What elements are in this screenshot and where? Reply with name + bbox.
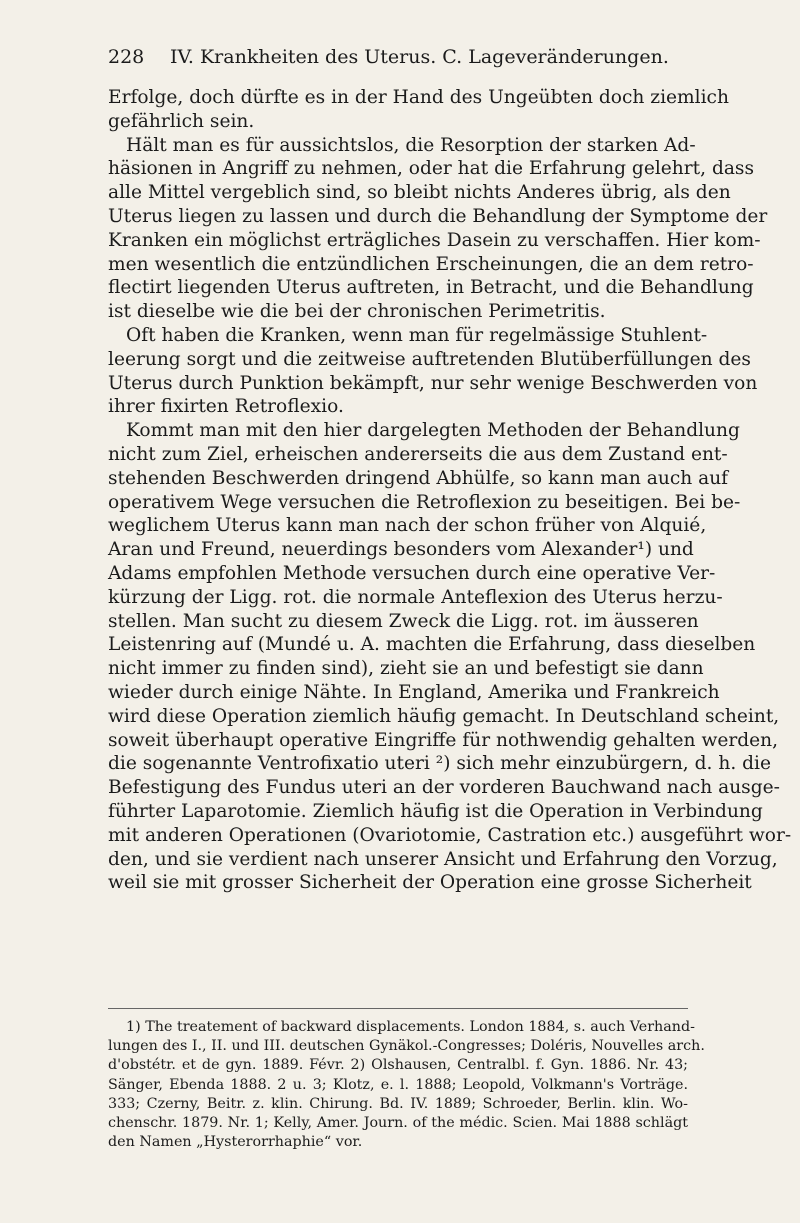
body-text xyxy=(108,86,792,895)
text-line: stellen. Man sucht zu diesem Zweck die Ligg. rot. im äusseren xyxy=(108,610,699,632)
text-line: Kommt man mit den hier dargelegten Methoden der Behandlung xyxy=(126,420,740,442)
text-line: leerung sorgt und die zeitweise auftretenden Blutüberfüllungen des xyxy=(108,348,751,370)
footnote-divider xyxy=(108,1008,688,1009)
footnote-line: Sänger, Ebenda 1888. 2 u. 3; Klotz, e. l. 1888; Leopold, Volkmann's Vorträge. xyxy=(108,1076,688,1093)
footnote-line: 333; Czerny, Beitr. z. klin. Chirung. Bd. IV. 1889; Schroeder, Berlin. klin. Wo- xyxy=(108,1095,688,1112)
text-line: nicht immer zu finden sind), zieht sie an und befestigt sie dann xyxy=(108,658,704,680)
text-line: Uterus liegen zu lassen und durch die Behandlung der Symptome der xyxy=(108,205,768,227)
footnote-line: lungen des I., II. und III. deutschen Gynäkol.-Congresses; Doléris, Nouvelles arch. xyxy=(108,1038,705,1055)
text-line: Adams empfohlen Methode versuchen durch eine operative Ver- xyxy=(108,562,716,584)
text-line: soweit überhaupt operative Eingriffe für nothwendig gehalten werden, xyxy=(108,729,779,751)
text-line: men wesentlich die entzündlichen Erscheinungen, die an dem retro- xyxy=(108,253,754,275)
text-line: gefährlich sein. xyxy=(108,110,255,132)
text-line: Aran und Freund, neuerdings besonders vom Alexander¹) und xyxy=(108,539,694,561)
text-line: Befestigung des Fundus uteri an der vorderen Bauchwand nach ausge- xyxy=(108,777,780,799)
text-line: weil sie mit grosser Sicherheit der Operation eine grosse Sicherheit xyxy=(108,872,752,894)
text-line: Erfolge, doch dürfte es in der Hand des Ungeübten doch ziemlich xyxy=(108,87,729,108)
footnotes xyxy=(108,1018,705,1152)
text-line: wieder durch einige Nähte. In England, Amerika und Frankreich xyxy=(108,681,720,703)
text-line: nicht zum Ziel, erheischen andererseits die aus dem Zustand ent- xyxy=(108,443,728,465)
running-header xyxy=(108,46,688,68)
text-line: Kranken ein möglichst erträgliches Dasein zu verschaffen. Hier kom- xyxy=(108,229,761,251)
text-line: Uterus durch Punktion bekämpft, nur sehr wenige Beschwerden von xyxy=(108,372,758,394)
text-line: Hält man es für aussichtslos, die Resorption der starken Ad- xyxy=(126,134,696,156)
text-line: führter Laparotomie. Ziemlich häufig ist die Operation in Verbindung xyxy=(108,800,763,822)
footnote-line: 1) The treatement of backward displacements. London 1884, s. auch Verhand- xyxy=(126,1019,695,1035)
text-line: häsionen in Angriff zu nehmen, oder hat die Erfahrung gelehrt, dass xyxy=(108,158,755,180)
text-line: weglichem Uterus kann man nach der schon früher von Alquié, xyxy=(108,515,707,537)
text-line: ist dieselbe wie die bei der chronischen Perimetritis. xyxy=(108,301,606,323)
text-line: wird diese Operation ziemlich häufig gemacht. In Deutschland scheint, xyxy=(108,705,780,727)
text-line: stehenden Beschwerden dringend Abhülfe, so kann man auch auf xyxy=(108,467,729,489)
text-line: flectirt liegenden Uterus auftreten, in Betracht, und die Behandlung xyxy=(108,277,754,299)
text-line: ihrer fixirten Retroflexio. xyxy=(108,396,344,418)
page-number: 228 xyxy=(108,46,145,68)
footnote-line: chenschr. 1879. Nr. 1; Kelly, Amer. Journ. of the médic. Scien. Mai 1888 schlägt xyxy=(108,1114,688,1131)
text-line: kürzung der Ligg. rot. die normale Anteflexion des Uterus herzu- xyxy=(108,586,723,608)
text-line: alle Mittel vergeblich sind, so bleibt nichts Anderes übrig, als den xyxy=(108,182,731,204)
text-line: die sogenannte Ventrofixatio uteri ²) sich mehr einzubürgern, d. h. die xyxy=(108,753,771,775)
footnote-line: d'obstétr. et de gyn. 1889. Févr. 2) Olshausen, Centralbl. f. Gyn. 1886. Nr. 43; xyxy=(108,1057,688,1074)
running-title: IV. Krankheiten des Uterus. C. Lageveränderungen. xyxy=(170,46,669,68)
text-line: Oft haben die Kranken, wenn man für regelmässige Stuhlent- xyxy=(126,324,708,346)
footnote-line: den Namen „Hysterorrhaphie“ vor. xyxy=(108,1134,363,1151)
text-line: operativem Wege versuchen die Retroflexion zu beseitigen. Bei be- xyxy=(108,491,741,513)
text-line: Leistenring auf (Mundé u. A. machten die Erfahrung, dass dieselben xyxy=(108,634,756,656)
text-line: mit anderen Operationen (Ovariotomie, Castration etc.) ausgeführt wor- xyxy=(108,824,792,846)
text-line: den, und sie verdient nach unserer Ansicht und Erfahrung den Vorzug, xyxy=(108,848,778,870)
